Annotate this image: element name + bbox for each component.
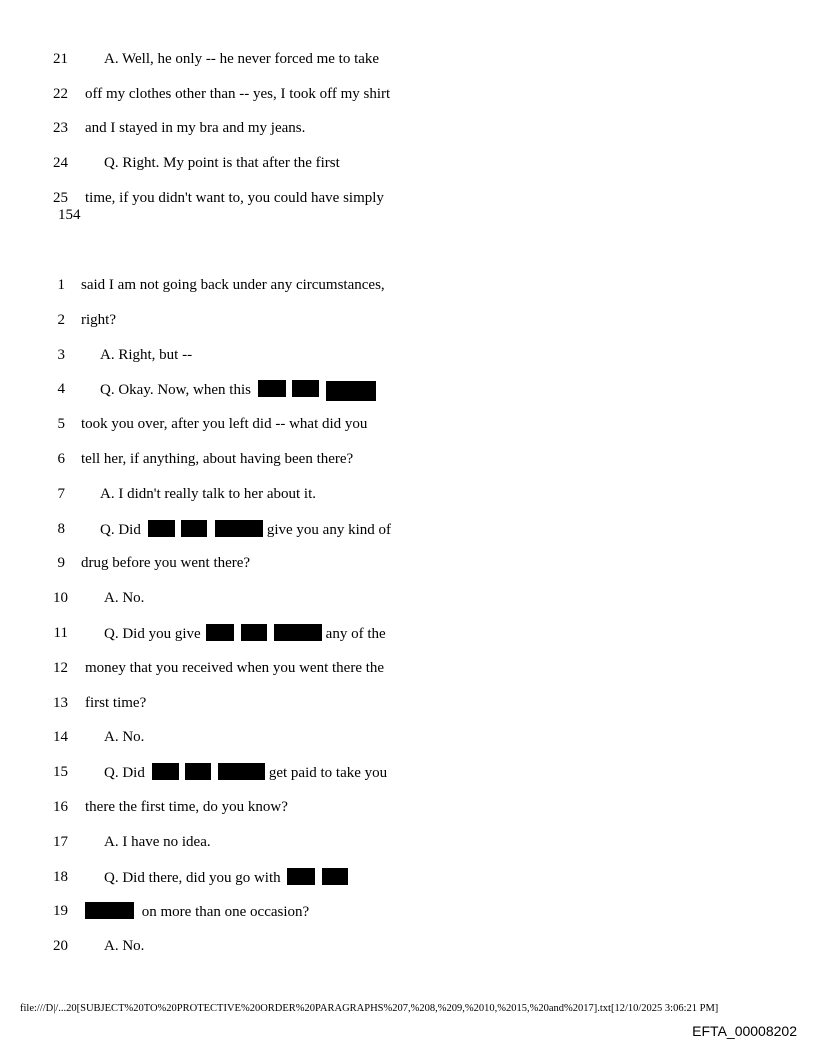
transcript-line: right? (81, 312, 116, 328)
line-number: 3 (57, 347, 65, 363)
line-text: Q. Did (100, 522, 141, 538)
redaction-block (218, 763, 265, 780)
line-number: 15 (53, 764, 68, 780)
line-text: give you any kind of (266, 522, 391, 538)
transcript-line (85, 902, 309, 921)
redaction-block (274, 624, 322, 641)
transcript-line: and I stayed in my bra and my jeans. (85, 120, 306, 136)
line-number: 2 (57, 312, 65, 328)
line-number: 7 (57, 486, 65, 502)
line-text: any of the (325, 626, 386, 642)
redaction-block (85, 902, 134, 919)
line-number: 18 (53, 869, 68, 885)
line-text: Q. Did (104, 765, 145, 781)
transcript-line (100, 520, 391, 539)
transcript-line: first time? (85, 695, 147, 711)
line-number: 17 (53, 834, 68, 850)
transcript-line: A. I have no idea. (104, 834, 211, 850)
document-id: EFTA_00008202 (692, 1023, 797, 1039)
line-number: 23 (53, 120, 68, 136)
file-path-footer: file:///D|/...20[SUBJECT%20TO%20PROTECTIVE%20ORDER%20PARAGRAPHS%207,%208,%209,%2010,%2015,%20and%2017].txt[12/10/2025 3:06:21 PM] (20, 1003, 719, 1014)
transcript-line: A. I didn't really talk to her about it. (100, 486, 316, 502)
line-number: 19 (53, 903, 68, 919)
line-number: 22 (53, 86, 68, 102)
line-number: 8 (57, 521, 65, 537)
line-number: 16 (53, 799, 68, 815)
redaction-block (322, 868, 348, 885)
line-number: 25 (53, 190, 68, 206)
line-text: Q. Did there, did you go with (104, 870, 281, 886)
line-number: 24 (53, 155, 68, 171)
transcript-line (104, 868, 348, 887)
transcript-line (104, 763, 387, 782)
line-text: Q. Okay. Now, when this (100, 382, 251, 398)
line-number: 14 (53, 729, 68, 745)
transcript-line: money that you received when you went there the (85, 660, 385, 676)
page-number: 154 (58, 207, 81, 223)
line-number: 20 (53, 938, 68, 954)
redaction-block (215, 520, 263, 537)
line-text: get paid to take you (268, 765, 388, 781)
redaction-block (185, 763, 211, 780)
transcript-line: time, if you didn't want to, you could have simply (85, 190, 384, 206)
redaction-block (292, 380, 319, 397)
redaction-block (206, 624, 234, 641)
line-number: 11 (53, 625, 68, 641)
transcript-line: off my clothes other than -- yes, I took off my shirt (85, 86, 391, 102)
redaction-block (326, 381, 376, 401)
line-number: 12 (53, 660, 68, 676)
line-number: 10 (53, 590, 68, 606)
line-number: 4 (57, 381, 65, 397)
line-number: 9 (57, 555, 65, 571)
line-text: on more than one occasion? (141, 904, 310, 920)
transcript-line: said I am not going back under any circumstances, (81, 277, 385, 293)
transcript-line: A. Right, but -- (100, 347, 193, 363)
transcript-line: there the first time, do you know? (85, 799, 288, 815)
transcript-line: A. No. (104, 938, 145, 954)
transcript-line: A. Well, he only -- he never forced me to take (104, 51, 380, 67)
redaction-block (287, 868, 315, 885)
redaction-block (181, 520, 207, 537)
line-number: 13 (53, 695, 68, 711)
redaction-block (241, 624, 267, 641)
transcript-line: A. No. (104, 729, 145, 745)
transcript-line: A. No. (104, 590, 145, 606)
redaction-block (258, 380, 286, 397)
transcript-line: drug before you went there? (81, 555, 251, 571)
transcript-line (104, 624, 386, 643)
line-text: Q. Did you give (104, 626, 201, 642)
redaction-block (148, 520, 175, 537)
redaction-block (152, 763, 179, 780)
line-number: 5 (57, 416, 65, 432)
transcript-line: Q. Right. My point is that after the first (104, 155, 340, 171)
transcript-line: took you over, after you left did -- what did you (81, 416, 368, 432)
line-number: 21 (53, 51, 68, 67)
line-number: 1 (57, 277, 65, 293)
transcript-line: tell her, if anything, about having been there? (81, 451, 354, 467)
transcript-line (100, 380, 376, 401)
line-number: 6 (57, 451, 65, 467)
